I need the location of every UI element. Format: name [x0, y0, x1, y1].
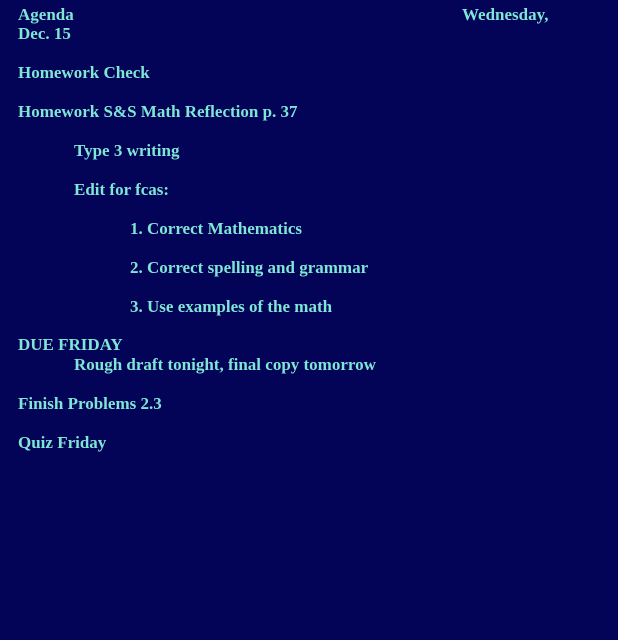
homework-check-item: Homework Check [18, 63, 150, 82]
date-label: Dec. 15 [18, 24, 71, 43]
fcas-item-3: 3. Use examples of the math [130, 297, 333, 316]
homework-reflection-item: Homework S&S Math Reflection p. 37 [18, 102, 298, 121]
fcas-item-1: 1. Correct Mathematics [130, 219, 302, 238]
weekday-label: Wednesday, [462, 5, 549, 24]
agenda-title: Agenda [18, 5, 74, 24]
finish-problems-item: Finish Problems 2.3 [18, 394, 162, 413]
edit-fcas-item: Edit for fcas: [74, 180, 170, 199]
due-friday-heading: DUE FRIDAY [18, 335, 123, 354]
fcas-item-2: 2. Correct spelling and grammar [130, 258, 369, 277]
rough-draft-item: Rough draft tonight, final copy tomorrow [74, 355, 376, 374]
quiz-item: Quiz Friday [18, 433, 107, 452]
type3-writing-item: Type 3 writing [74, 141, 180, 160]
